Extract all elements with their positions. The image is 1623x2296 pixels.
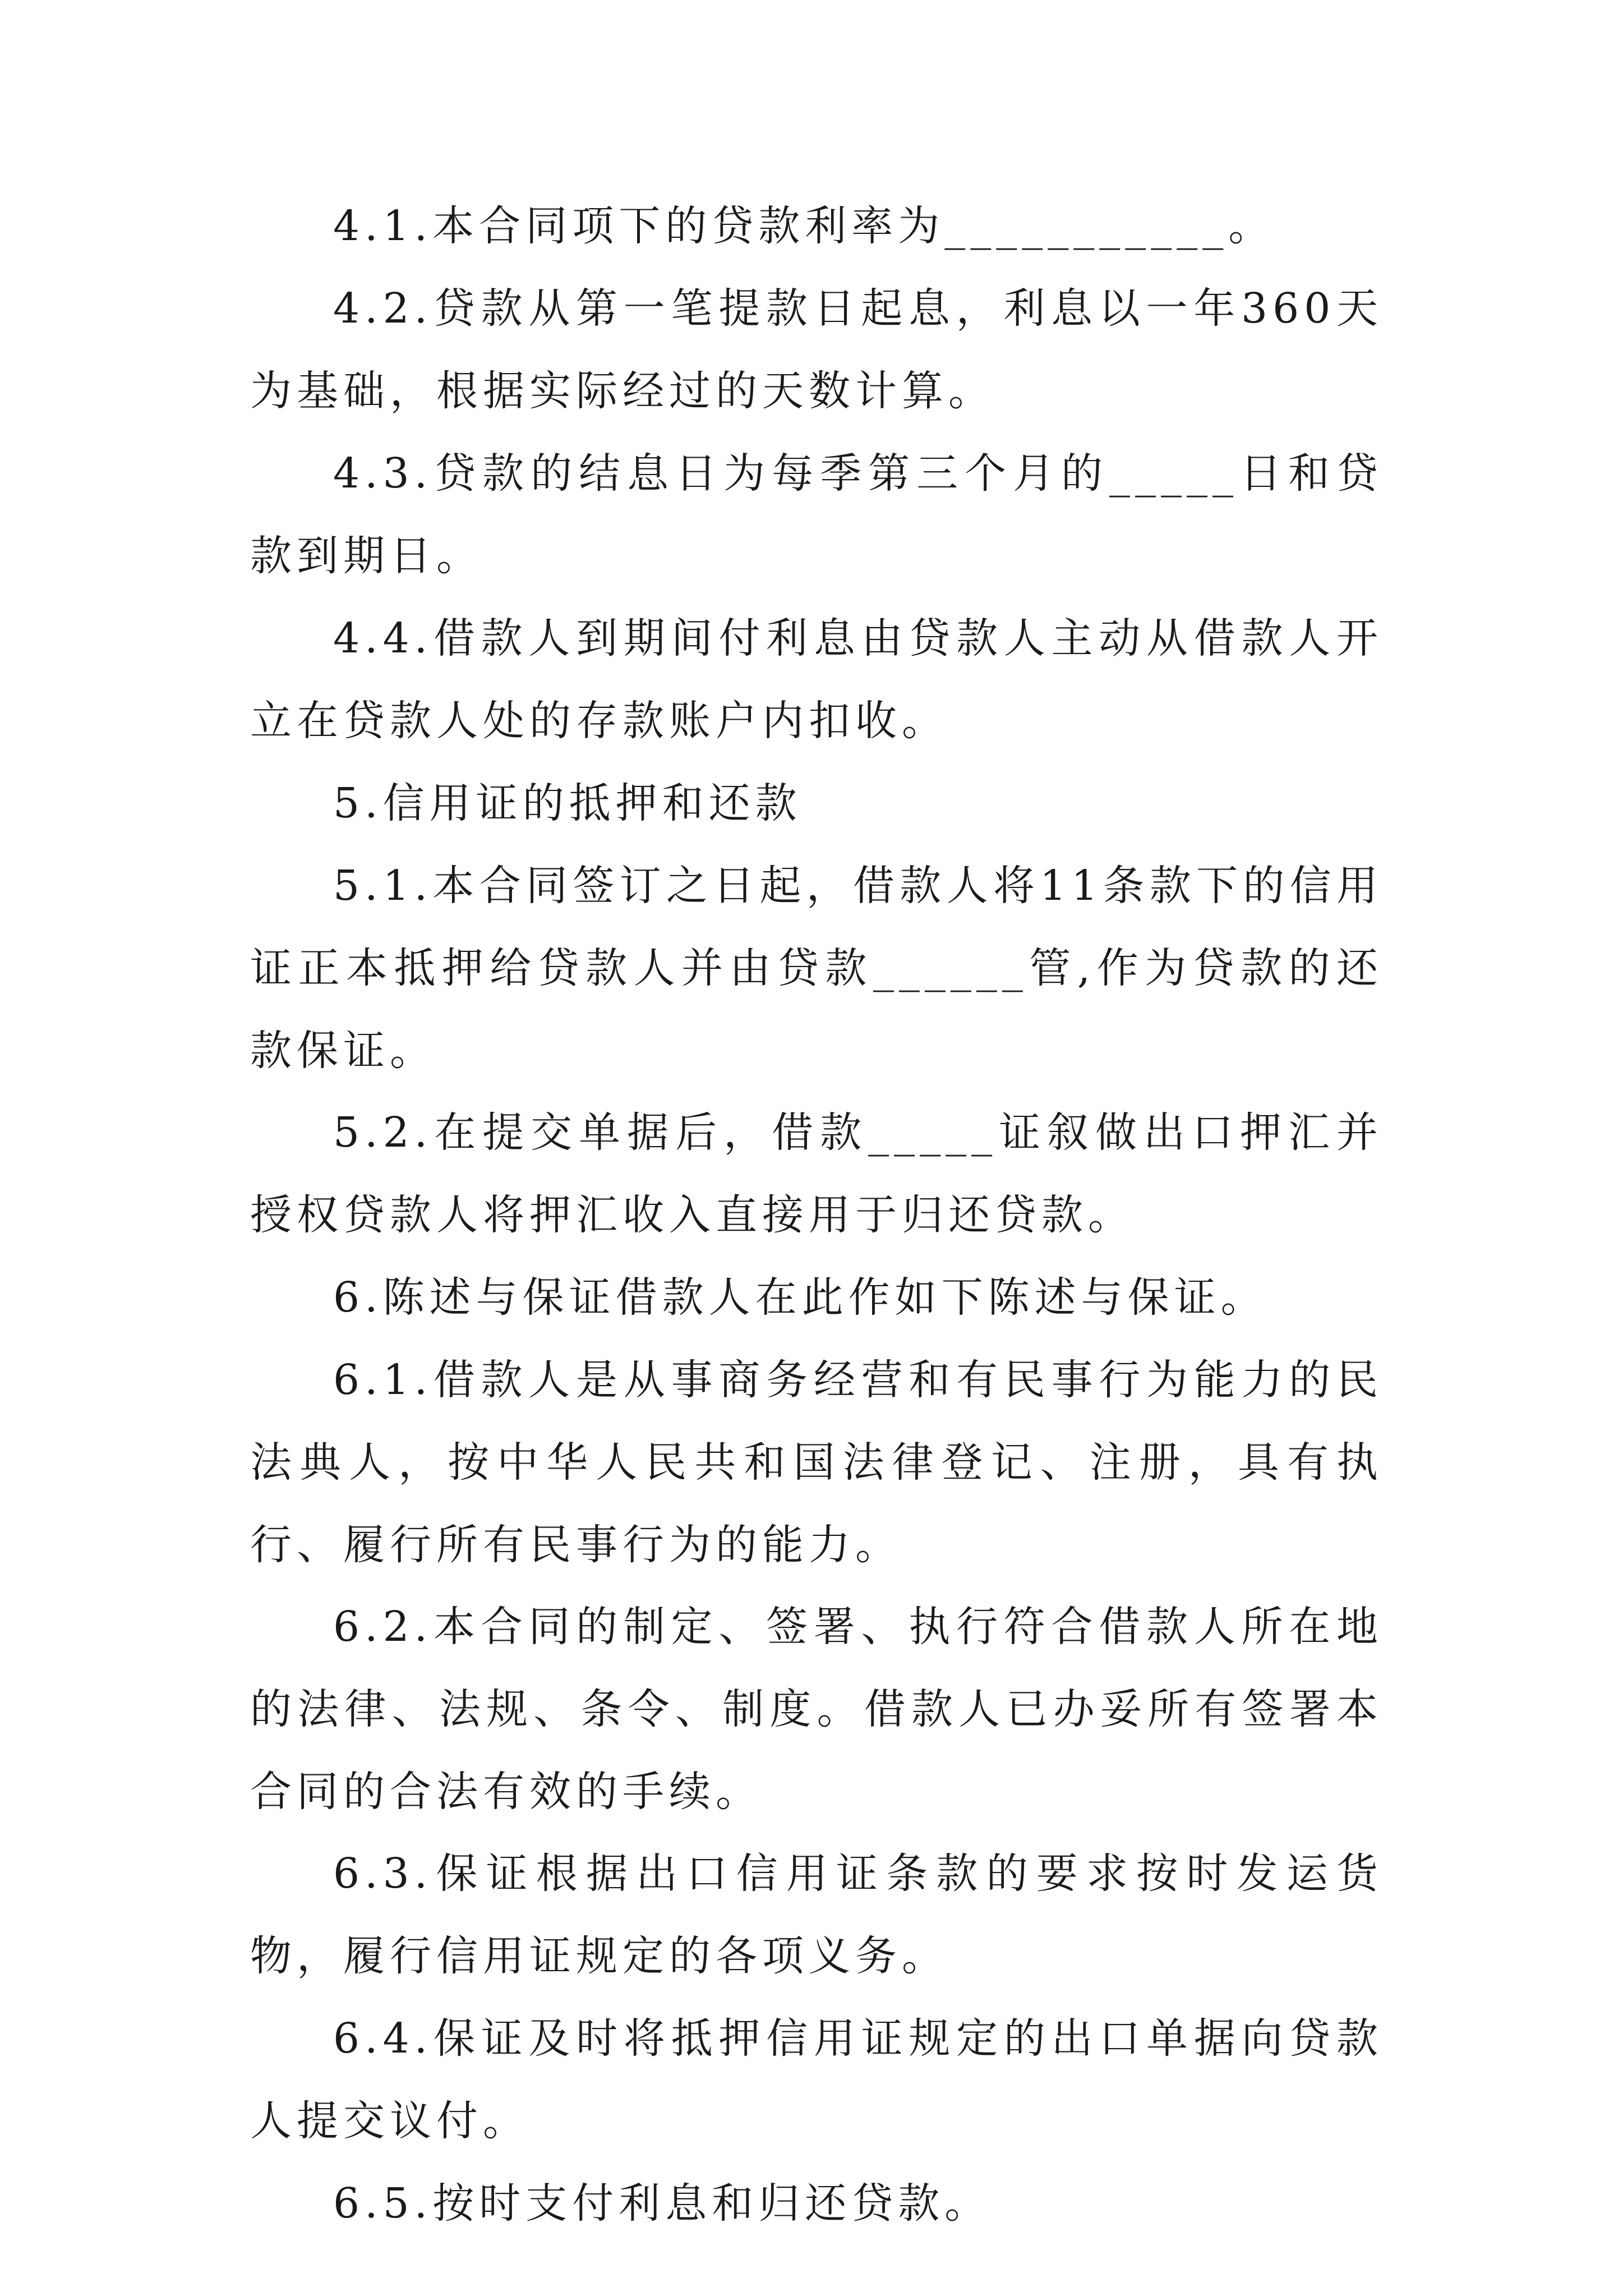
clause-4-3: 4.3.贷款的结息日为每季第三个月的_____日和贷款到期日。 bbox=[250, 449, 1383, 580]
clause-5-1: 5.1.本合同签订之日起，借款人将11条款下的信用证正本抵押给贷款人并由贷款______管,作为贷款的还款保证。 bbox=[250, 862, 1383, 1075]
clause-6-1: 6.1.借款人是从事商务经营和有民事行为能力的民法典人，按中华人民共和国法律登记、注册，具有执行、履行所有民事行为的能力。 bbox=[250, 1356, 1383, 1569]
clause-6-2: 6.2.本合同的制定、签署、执行符合借款人所在地的法律、法规、条令、制度。借款人已办妥所有签署本合同的合法有效的手续。 bbox=[250, 1603, 1383, 1816]
clause-4-2: 4.2.贷款从第一笔提款日起息，利息以一年360天为基础，根据实际经过的天数计算。 bbox=[250, 284, 1383, 415]
clause-5-2: 5.2.在提交单据后，借款_____证叙做出口押汇并授权贷款人将押汇收入直接用于归还贷款。 bbox=[250, 1108, 1383, 1239]
clause-6-3: 6.3.保证根据出口信用证条款的要求按时发运货物，履行信用证规定的各项义务。 bbox=[250, 1849, 1383, 1980]
clause-6-4: 6.4.保证及时将抵押信用证规定的出口单据向贷款人提交议付。 bbox=[250, 2014, 1383, 2145]
clause-6-5: 6.5.按时支付利息和归还贷款。 bbox=[333, 2179, 992, 2228]
section-6-heading: 6.陈述与保证借款人在此作如下陈述与保证。 bbox=[333, 1273, 1267, 1322]
clause-4-1: 4.1.本合同项下的贷款利率为___________。 bbox=[333, 202, 1275, 250]
clause-4-4: 4.4.借款人到期间付利息由贷款人主动从借款人开立在贷款人处的存款账户内扣收。 bbox=[250, 614, 1383, 745]
section-5-heading: 5.信用证的抵押和还款 bbox=[333, 779, 802, 827]
